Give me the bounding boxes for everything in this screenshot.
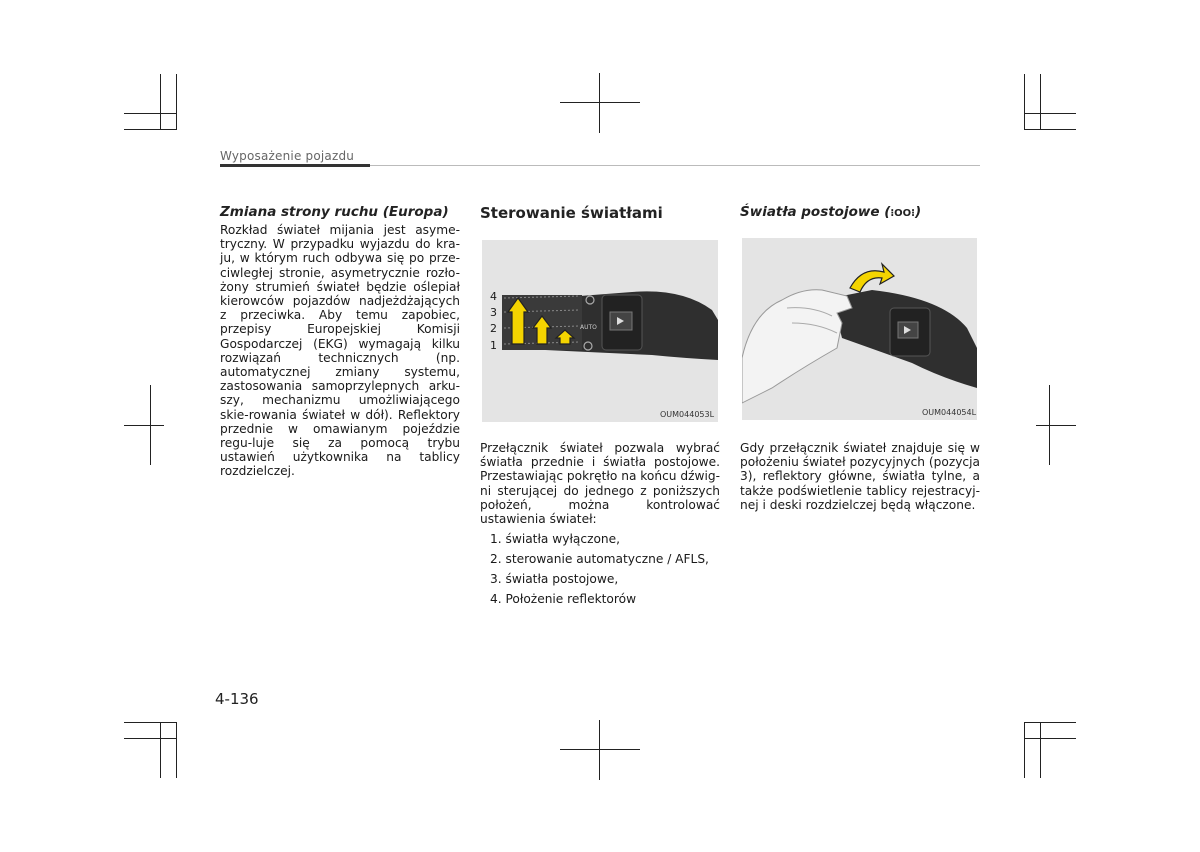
- column-2-text: [480, 441, 720, 612]
- col3-title-text: Światła postojowe (: [740, 204, 891, 220]
- list-item: 3. światła postojowe,: [490, 572, 619, 587]
- parking-lights-icon: ⁝OO⁝: [890, 208, 915, 219]
- col3-title: [740, 204, 980, 220]
- column-3-text: [740, 441, 980, 512]
- figure-code-1: OUM044053L: [660, 410, 715, 419]
- figure-parking-lights: [742, 238, 977, 420]
- col3-text: Gdy przełącznik świateł znajduje się w położeniu świateł pozycyjnych (pozycja 3), reflektory główne, światła tylne, a także podświetlenie tablicy rejestracyj-nej i deski rozdzielczej będą włączone.: [740, 441, 980, 512]
- col1-text: Rozkład świateł mijania jest asyme-tryczny. W przypadku wyjazdu do kra-ju, w którym ruch odbywa się po prze-ciwległej stronie, asymetrycznie rozło-żony strumień świateł będzie oślepiał kierowców pojazdów nadjeżdżających z przeciwka. Aby temu zapobiec, przepisy Europejskiej Komisji Gospodarczej (EKG) wymagają kilku rozwiązań technicznych (np. automatycznej zmiany systemu, zastosowania samoprzylepnych arku-szy, mechanizmu umożliwiającego skie-rowania świateł w dół). Reflektory przednie w omawianym pojeździe regu-luje się za pomocą trybu ustawień użytkownika na tablicy rozdzielczej.: [220, 223, 460, 479]
- page-number: 4-136: [215, 690, 259, 708]
- section-header: Wyposażenie pojazdu: [220, 149, 355, 163]
- column-2: [480, 204, 720, 222]
- header-rule-light: [370, 165, 980, 166]
- header-rule-dark: [220, 164, 370, 167]
- list-item: 1. światła wyłączone,: [490, 532, 621, 547]
- col1-title: Zmiana strony ruchu (Europa): [220, 204, 449, 220]
- col3-title-end: ): [914, 204, 922, 220]
- light-positions-list: [480, 532, 720, 606]
- hand-turning-switch-illustration: [742, 238, 977, 420]
- position-label-4: 4: [490, 290, 497, 303]
- figure-light-switch: [482, 240, 718, 422]
- list-item: 2. sterowanie automatyczne / AFLS,: [490, 552, 709, 567]
- position-label-1: 1: [490, 339, 497, 352]
- light-switch-illustration: [482, 240, 718, 422]
- position-label-2: 2: [490, 322, 497, 335]
- list-item: 4. Położenie reflektorów: [490, 592, 637, 607]
- auto-label: AUTO: [580, 324, 597, 331]
- col2-title: Sterowanie światłami: [480, 204, 663, 222]
- position-label-3: 3: [490, 306, 497, 319]
- figure-code-2: OUM044054L: [922, 408, 977, 417]
- column-1: [220, 204, 460, 479]
- col2-text: Przełącznik świateł pozwala wybrać światła przednie i światła postojowe. Przestawiając pokrętło na końcu dźwig-ni sterującej do jednego z poniższych położeń, można kontrolować ustawienia świateł:: [480, 441, 721, 527]
- column-3: [740, 204, 980, 220]
